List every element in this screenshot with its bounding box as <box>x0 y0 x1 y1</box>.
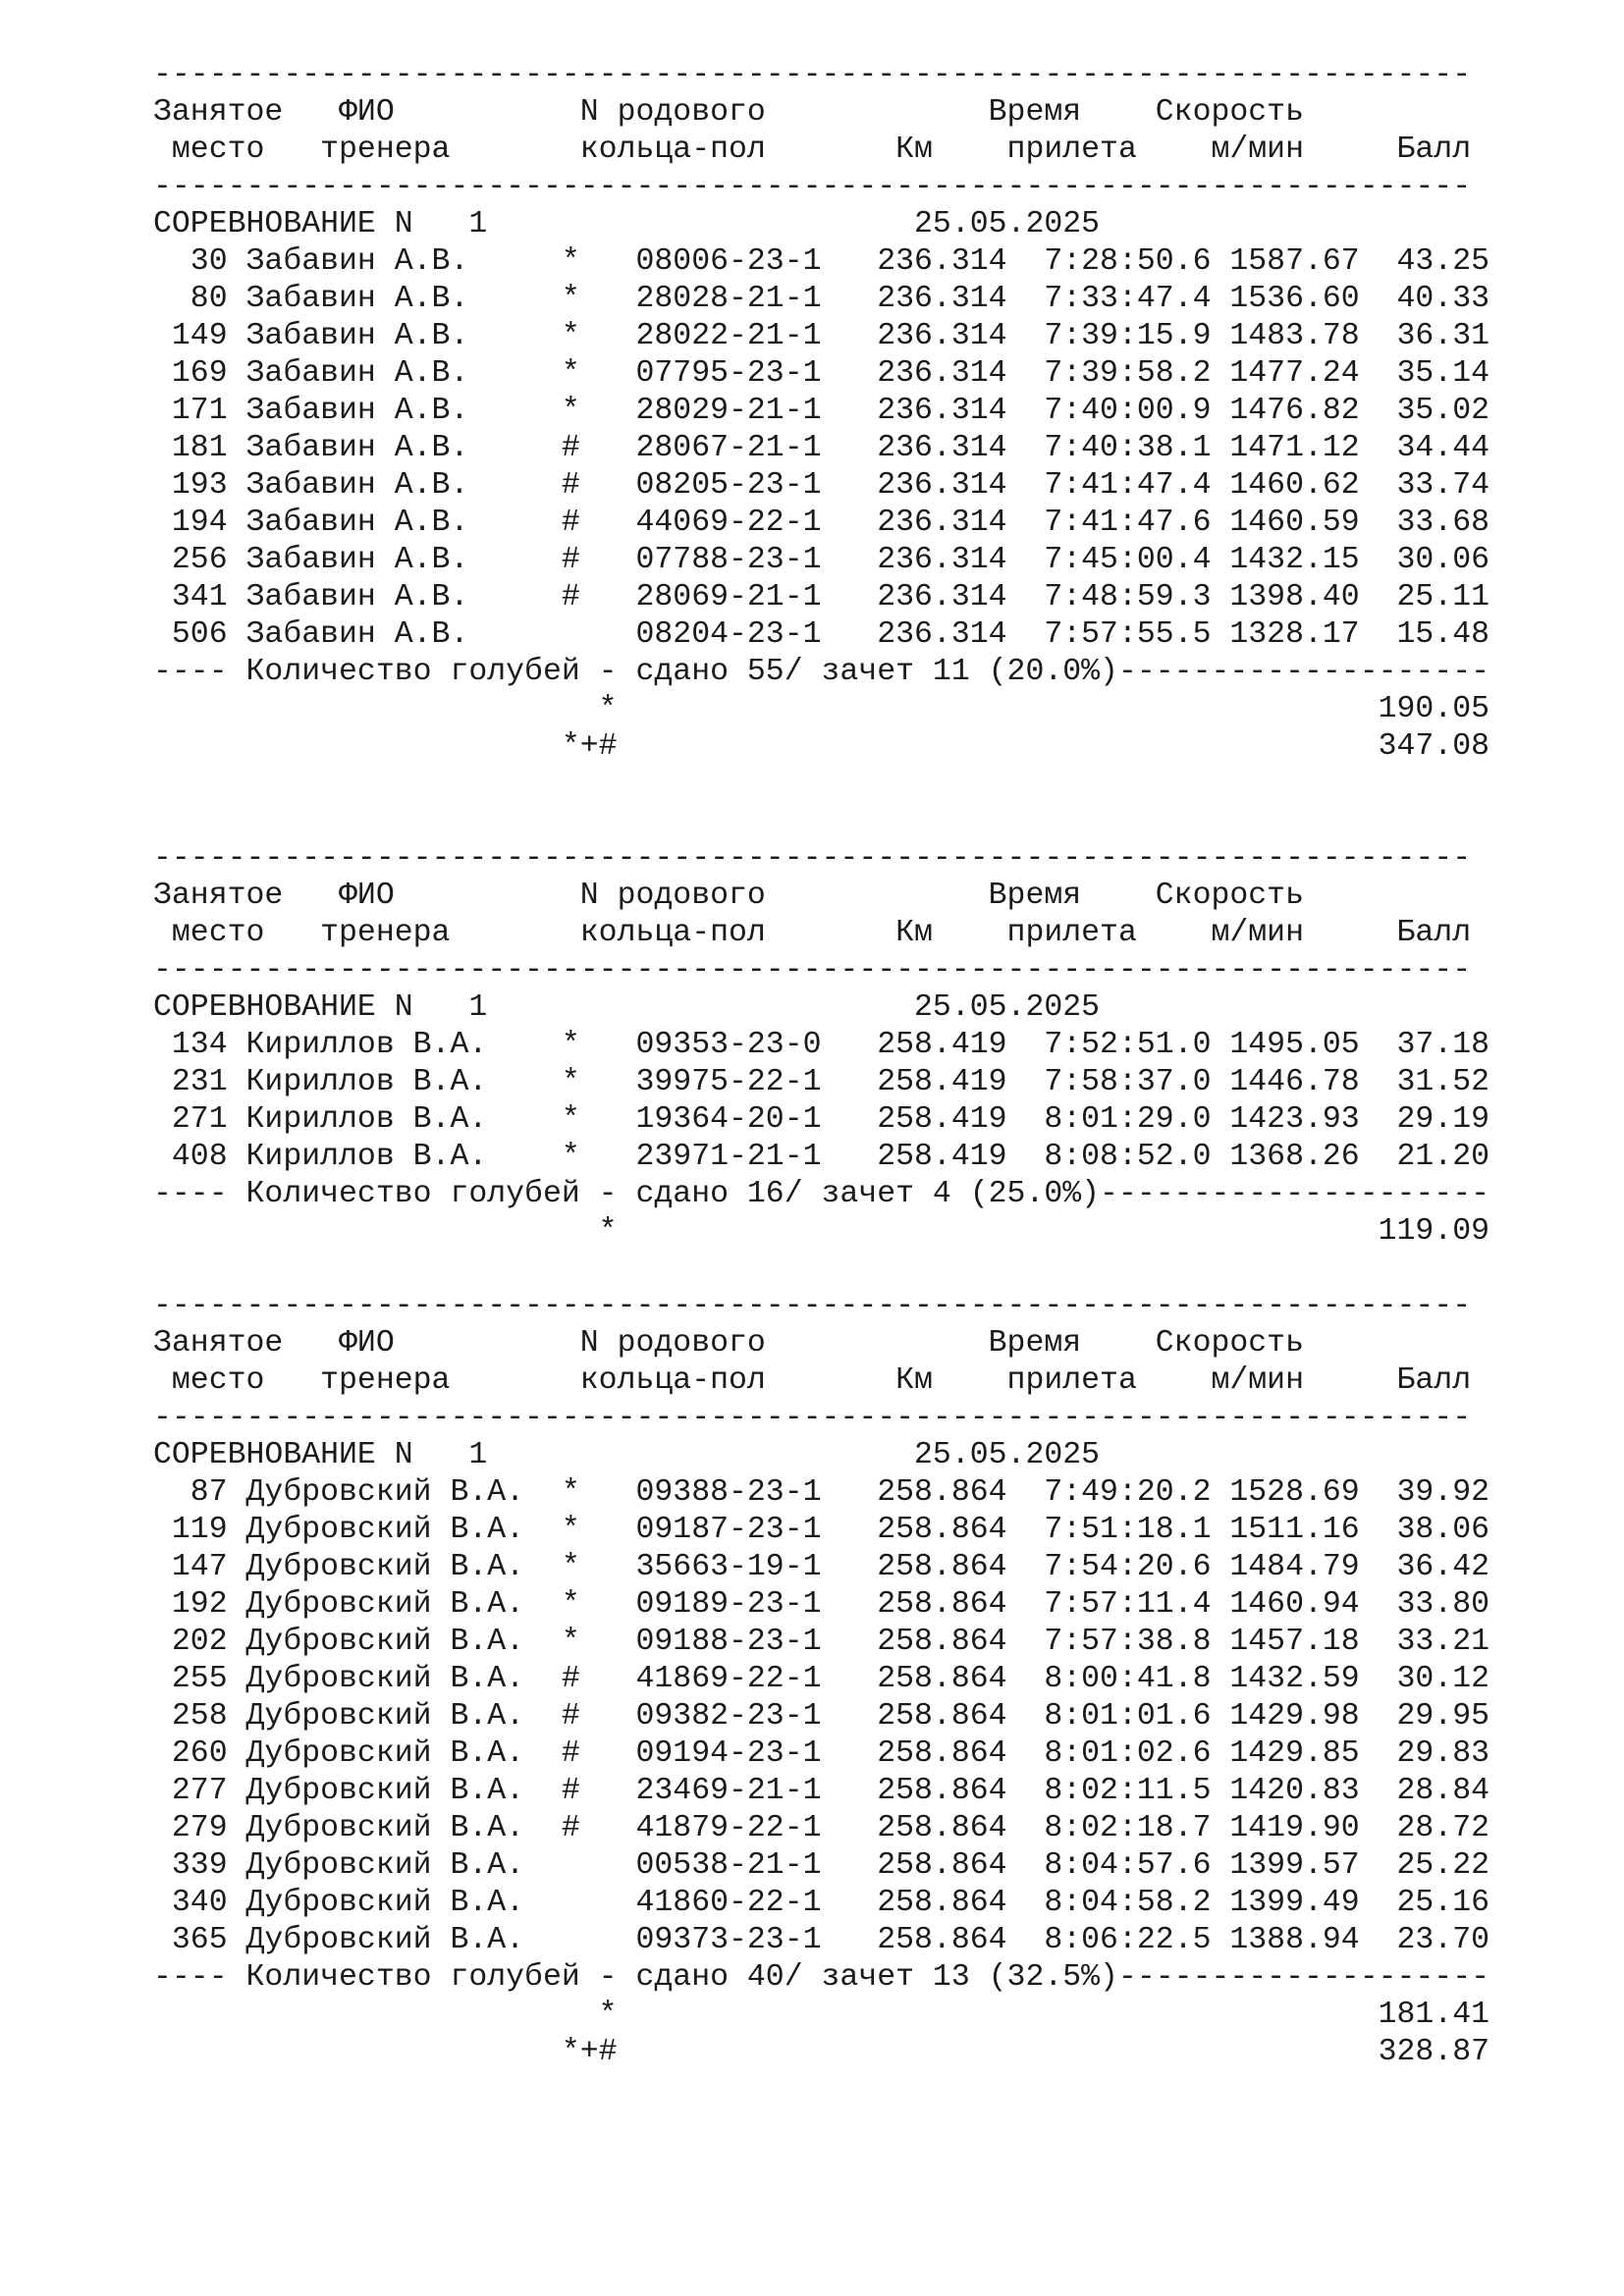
points-total: * 190.05 <box>153 692 1490 726</box>
result-row: 193 Забавин А.В. # 08205-23-1 236.314 7:41:47.4 1460.62 33.74 <box>153 468 1490 503</box>
result-row: 256 Забавин А.В. # 07788-23-1 236.314 7:45:00.4 1432.15 30.06 <box>153 543 1490 577</box>
result-row: 147 Дубровский В.А. * 35663-19-1 258.864 7:54:20.6 1484.79 36.42 <box>153 1550 1490 1584</box>
result-row: 134 Кириллов В.А. * 09353-23-0 258.419 7:52:51.0 1495.05 37.18 <box>153 1028 1490 1062</box>
results-report <box>153 57 1489 2071</box>
result-row: 30 Забавин А.В. * 08006-23-1 236.314 7:28:50.6 1587.67 43.25 <box>153 244 1490 279</box>
trainer-block <box>153 57 1489 766</box>
points-total: * 181.41 <box>153 1998 1490 2032</box>
result-row: 339 Дубровский В.А. 00538-21-1 258.864 8:04:57.6 1399.57 25.22 <box>153 1848 1490 1883</box>
result-row: 408 Кириллов В.А. * 23971-21-1 258.419 8:08:52.0 1368.26 21.20 <box>153 1140 1490 1174</box>
result-row: 119 Дубровский В.А. * 09187-23-1 258.864 7:51:18.1 1511.16 38.06 <box>153 1513 1490 1547</box>
separator-line: ----------------------------------------------------------------------- <box>153 170 1472 204</box>
result-row: 260 Дубровский В.А. # 09194-23-1 258.864 8:01:02.6 1429.85 29.83 <box>153 1736 1490 1771</box>
block-gap <box>153 1251 1489 1288</box>
column-header-line-1: Занятое ФИО N родового Время Скорость <box>153 95 1304 130</box>
result-row: 169 Забавин А.В. * 07795-23-1 236.314 7:39:58.2 1477.24 35.14 <box>153 356 1490 391</box>
pigeon-count-summary: ---- Количество голубей - сдано 40/ зачет 13 (32.5%)-------------------- <box>153 1960 1490 1995</box>
block-gap <box>153 803 1489 840</box>
result-row: 255 Дубровский В.А. # 41869-22-1 258.864 8:00:41.8 1432.59 30.12 <box>153 1662 1490 1696</box>
separator-line: ----------------------------------------------------------------------- <box>153 1289 1472 1323</box>
pigeon-count-summary: ---- Количество голубей - сдано 55/ зачет 11 (20.0%)-------------------- <box>153 655 1490 689</box>
result-row: 181 Забавин А.В. # 28067-21-1 236.314 7:40:38.1 1471.12 34.44 <box>153 431 1490 465</box>
column-header-line-2: место тренера кольца-пол Км прилета м/мин Балл <box>153 1363 1472 1398</box>
result-row: 340 Дубровский В.А. 41860-22-1 258.864 8:04:58.2 1399.49 25.16 <box>153 1886 1490 1920</box>
pigeon-count-summary: ---- Количество голубей - сдано 16/ зачет 4 (25.0%)--------------------- <box>153 1177 1490 1211</box>
points-total: *+# 347.08 <box>153 729 1490 764</box>
result-row: 271 Кириллов В.А. * 19364-20-1 258.419 8:01:29.0 1423.93 29.19 <box>153 1102 1490 1137</box>
result-row: 341 Забавин А.В. # 28069-21-1 236.314 7:48:59.3 1398.40 25.11 <box>153 580 1490 614</box>
result-row: 80 Забавин А.В. * 28028-21-1 236.314 7:33:47.4 1536.60 40.33 <box>153 282 1490 316</box>
trainer-block <box>153 840 1489 1251</box>
competition-title: СОРЕВНОВАНИЕ N 1 25.05.2025 <box>153 990 1101 1025</box>
result-row: 279 Дубровский В.А. # 41879-22-1 258.864 8:02:18.7 1419.90 28.72 <box>153 1811 1490 1845</box>
result-row: 277 Дубровский В.А. # 23469-21-1 258.864 8:02:11.5 1420.83 28.84 <box>153 1774 1490 1808</box>
column-header-line-2: место тренера кольца-пол Км прилета м/мин Балл <box>153 133 1472 167</box>
column-header-line-2: место тренера кольца-пол Км прилета м/мин Балл <box>153 916 1472 950</box>
block-gap <box>153 766 1489 803</box>
separator-line: ----------------------------------------------------------------------- <box>153 953 1472 988</box>
trainer-block <box>153 1288 1489 2071</box>
result-row: 194 Забавин А.В. # 44069-22-1 236.314 7:41:47.6 1460.59 33.68 <box>153 506 1490 540</box>
result-row: 258 Дубровский В.А. # 09382-23-1 258.864 8:01:01.6 1429.98 29.95 <box>153 1699 1490 1734</box>
separator-line: ----------------------------------------------------------------------- <box>153 841 1472 876</box>
result-row: 192 Дубровский В.А. * 09189-23-1 258.864 7:57:11.4 1460.94 33.80 <box>153 1587 1490 1622</box>
result-row: 171 Забавин А.В. * 28029-21-1 236.314 7:40:00.9 1476.82 35.02 <box>153 394 1490 428</box>
competition-title: СОРЕВНОВАНИЕ N 1 25.05.2025 <box>153 207 1101 241</box>
column-header-line-1: Занятое ФИО N родового Время Скорость <box>153 1326 1304 1361</box>
column-header-line-1: Занятое ФИО N родового Время Скорость <box>153 879 1304 913</box>
points-total: * 119.09 <box>153 1214 1490 1249</box>
result-row: 202 Дубровский В.А. * 09188-23-1 258.864 7:57:38.8 1457.18 33.21 <box>153 1625 1490 1659</box>
competition-title: СОРЕВНОВАНИЕ N 1 25.05.2025 <box>153 1438 1101 1472</box>
points-total: *+# 328.87 <box>153 2035 1490 2069</box>
separator-line: ----------------------------------------------------------------------- <box>153 1401 1472 1435</box>
separator-line: ----------------------------------------------------------------------- <box>153 58 1472 92</box>
result-row: 506 Забавин А.В. 08204-23-1 236.314 7:57:55.5 1328.17 15.48 <box>153 617 1490 652</box>
result-row: 149 Забавин А.В. * 28022-21-1 236.314 7:39:15.9 1483.78 36.31 <box>153 319 1490 353</box>
result-row: 365 Дубровский В.А. 09373-23-1 258.864 8:06:22.5 1388.94 23.70 <box>153 1923 1490 1957</box>
result-row: 87 Дубровский В.А. * 09388-23-1 258.864 7:49:20.2 1528.69 39.92 <box>153 1475 1490 1510</box>
result-row: 231 Кириллов В.А. * 39975-22-1 258.419 7:58:37.0 1446.78 31.52 <box>153 1065 1490 1099</box>
